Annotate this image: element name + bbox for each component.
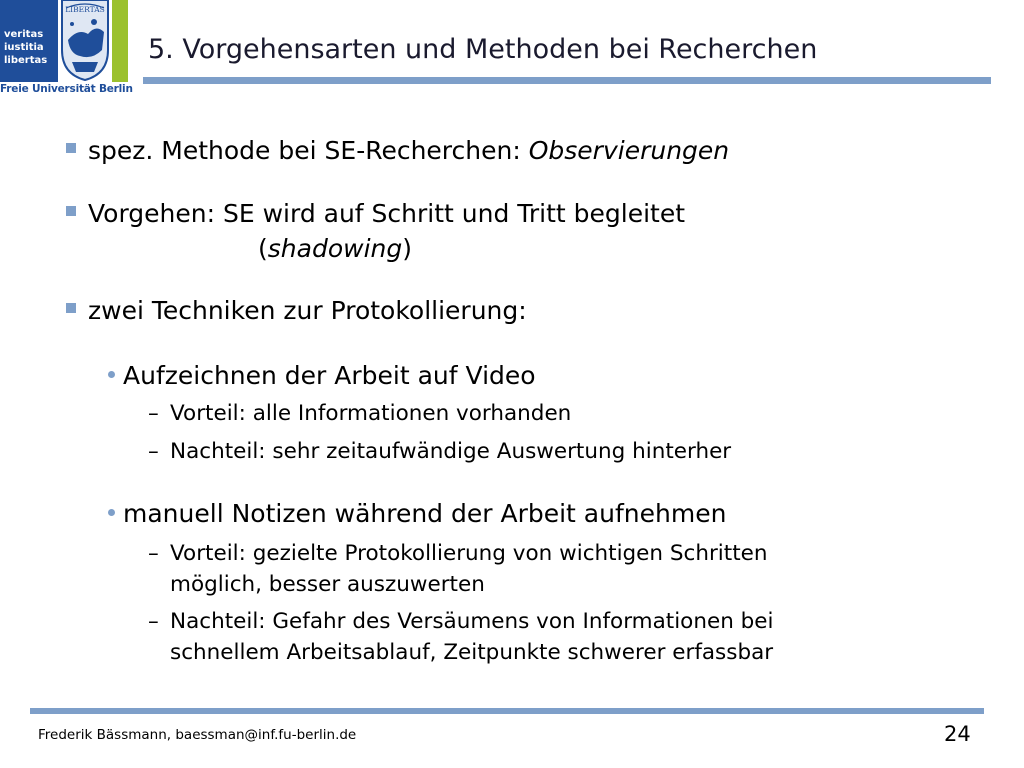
logo-motto — [4, 28, 56, 67]
round-bullet-icon — [108, 371, 115, 378]
bullet-techniques — [66, 295, 527, 327]
sub-bullet-text: manuell Notizen während der Arbeit aufnehmen — [123, 499, 727, 528]
notes-disadvantage — [148, 606, 774, 668]
footer-divider — [30, 708, 984, 714]
footer-author: Frederik Bässmann, baessman@inf.fu-berlin.de — [38, 727, 357, 743]
bullet-method — [66, 135, 729, 167]
sub-bullet-text: Aufzeichnen der Arbeit auf Video — [123, 361, 536, 390]
dash-bullet: – — [148, 401, 159, 426]
sub-bullet-notes — [108, 498, 726, 530]
bullet-procedure-continuation — [258, 233, 412, 265]
dash-bullet: – — [148, 609, 159, 634]
item-text-continuation: möglich, besser auszuwerten — [170, 572, 485, 597]
bullet-emphasis: shadowing — [267, 234, 403, 263]
notes-advantage — [148, 538, 768, 600]
bullet-text: zwei Techniken zur Protokollierung: — [88, 296, 527, 325]
video-disadvantage — [148, 436, 731, 467]
dash-bullet: – — [148, 541, 159, 566]
item-text: Nachteil: Gefahr des Versäumens von Informationen bei — [170, 609, 774, 634]
square-bullet-icon — [66, 206, 76, 216]
paren-open: ( — [258, 234, 268, 263]
item-text: Vorteil: gezielte Protokollierung von wichtigen Schritten — [170, 541, 768, 566]
logo-seal — [58, 0, 112, 82]
bullet-text: spez. Methode bei SE-Recherchen: — [88, 136, 529, 165]
logo-motto-line: veritas — [4, 29, 44, 40]
bullet-emphasis: Observierungen — [528, 136, 730, 165]
logo-green-bar — [112, 0, 128, 82]
title-divider — [143, 77, 991, 84]
seal-graphic-icon — [58, 0, 112, 82]
seal-text: LIBERTAS — [65, 5, 105, 14]
sub-bullet-video — [108, 360, 536, 392]
video-advantage — [148, 398, 571, 429]
slide-title: 5. Vorgehensarten und Methoden bei Recherchen — [148, 34, 818, 65]
bullet-text: Vorgehen: SE wird auf Schritt und Tritt begleitet — [88, 199, 686, 228]
logo-motto-line: iustitia — [4, 42, 44, 53]
bullet-procedure — [66, 198, 685, 230]
square-bullet-icon — [66, 303, 76, 313]
item-text-continuation: schnellem Arbeitsablauf, Zeitpunkte schwerer erfassbar — [170, 640, 774, 665]
paren-close: ) — [402, 234, 412, 263]
logo-motto-line: libertas — [4, 55, 48, 66]
item-text: Vorteil: alle Informationen vorhanden — [170, 401, 572, 426]
dash-bullet: – — [148, 439, 159, 464]
item-text: Nachteil: sehr zeitaufwändige Auswertung hinterher — [170, 439, 732, 464]
page-number: 24 — [944, 722, 971, 746]
university-name: Freie Universität Berlin — [0, 83, 133, 95]
square-bullet-icon — [66, 143, 76, 153]
round-bullet-icon — [108, 509, 115, 516]
fu-berlin-logo — [0, 0, 133, 98]
